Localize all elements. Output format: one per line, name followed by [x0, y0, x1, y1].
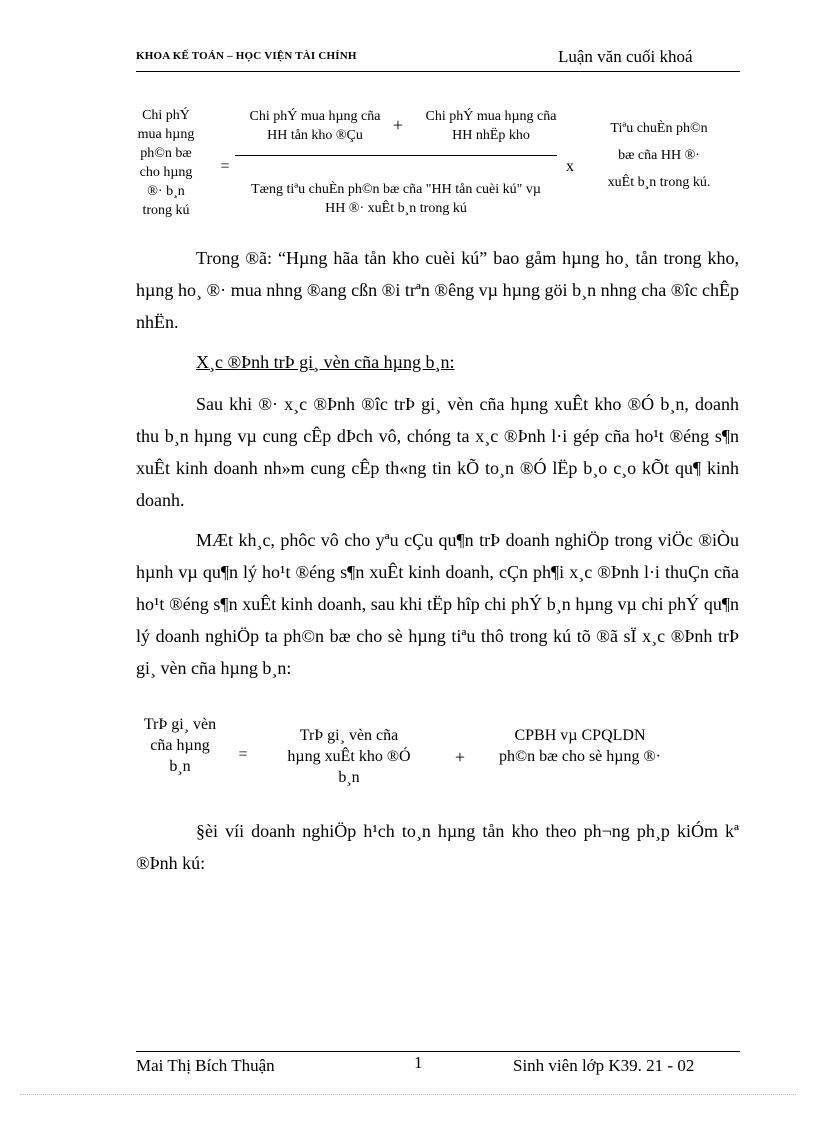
footer-author: Mai Thị Bích Thuận — [136, 1056, 275, 1075]
formula1-denominator: Tæng tiªu chuÈn ph©n bæ cña "HH tån cuèi kú" vµ HH ®· xuÊt b¸n trong kú — [251, 182, 541, 216]
formula2-equals: = — [238, 746, 248, 763]
paragraph-1: Trong ®ã: “Hµng hãa tån kho cuèi kú” bao gåm hµng ho¸ tån trong kho, hµng ho¸ ®· mua nhng ®ang cßn ®i trªn ®êng vµ hµng göi b¸n nhng cha ®îc chÊp nhËn. — [136, 248, 739, 332]
formula2-term1: TrÞ gi¸ vèn cña hµng xuÊt kho ®Ó b¸n — [287, 727, 411, 786]
formula1-equals: = — [220, 158, 230, 175]
paragraph-4: §èi víi doanh nghiÖp h¹ch to¸n hµng tån kho theo ph¬ng ph¸p kiÓm kª ®Þnh kú: — [136, 821, 739, 873]
header-faculty: KHOA KẾ TOÁN – HỌC VIỆN TÀI CHÍNH — [136, 50, 357, 62]
formula1-fraction-bar — [235, 155, 557, 156]
page-number: 1 — [414, 1053, 423, 1072]
formula2-lhs: TrÞ gi¸ vèn cña hµng b¸n — [143, 716, 217, 775]
page-edge-divider — [20, 1094, 796, 1095]
footer-class: Sinh viên lớp K39. 21 - 02 — [513, 1056, 695, 1075]
formula1-rhs: Tiªu chuÈn ph©n bæ cña HH ®· xuÊt b¸n trong kú. — [607, 121, 711, 190]
header-doc-type: Luận văn cuối khoá — [558, 47, 693, 66]
formula1-numerator-b: Chi phÝ mua hµng cña HH nhËp kho — [425, 109, 557, 143]
formula2-plus: + — [454, 747, 466, 767]
paragraph-3: MÆt kh¸c, phôc vô cho yªu cÇu qu¶n trÞ doanh nghiÖp trong viÖc ®iÒu hµnh vµ qu¶n lý ho¹t ®éng s¶n xuÊt kinh doanh, cÇn ph¶i x¸c ®Þnh l·i thuÇn cña ho¹t ®éng s¶n xuÊt kinh doanh, sau khi tËp hîp chi phÝ b¸n hµng vµ chi phÝ qu¶n lý doanh nghiÖp ta ph©n bæ cho sè hµng tiªu thô trong kú tõ ®ã sÏ x¸c ®Þnh trÞ gi¸ vèn cña hµng b¸n: — [136, 530, 739, 678]
formula1-plus: + — [392, 115, 404, 135]
header-rule — [136, 71, 740, 72]
formula2-term2: CPBH vµ CPQLDN ph©n bæ cho sè hµng ®· — [499, 727, 661, 765]
section-heading: X¸c ®Þnh trÞ gi¸ vèn cña hµng b¸n: — [196, 352, 455, 372]
paragraph-2: Sau khi ®· x¸c ®Þnh ®îc trÞ gi¸ vèn cña hµng xuÊt kho ®Ó b¸n, doanh thu b¸n hµng vµ cung cÊp dÞch vô, chóng ta x¸c ®Þnh l·i gép cña ho¹t ®éng s¶n xuÊt kinh doanh nh»m cung cÊp th«ng tin kÕ to¸n ®Ó lËp b¸o c¸o kÕt qu¶ kinh doanh. — [136, 394, 739, 510]
formula1-numerator-a: Chi phÝ mua hµng cña HH tån kho ®Çu — [249, 109, 381, 143]
formula1-lhs: Chi phÝ mua hµng ph©n bæ cho hµng ®· b¸n trong kú — [137, 108, 195, 218]
footer-rule — [136, 1051, 740, 1052]
formula1-times: x — [566, 158, 574, 175]
